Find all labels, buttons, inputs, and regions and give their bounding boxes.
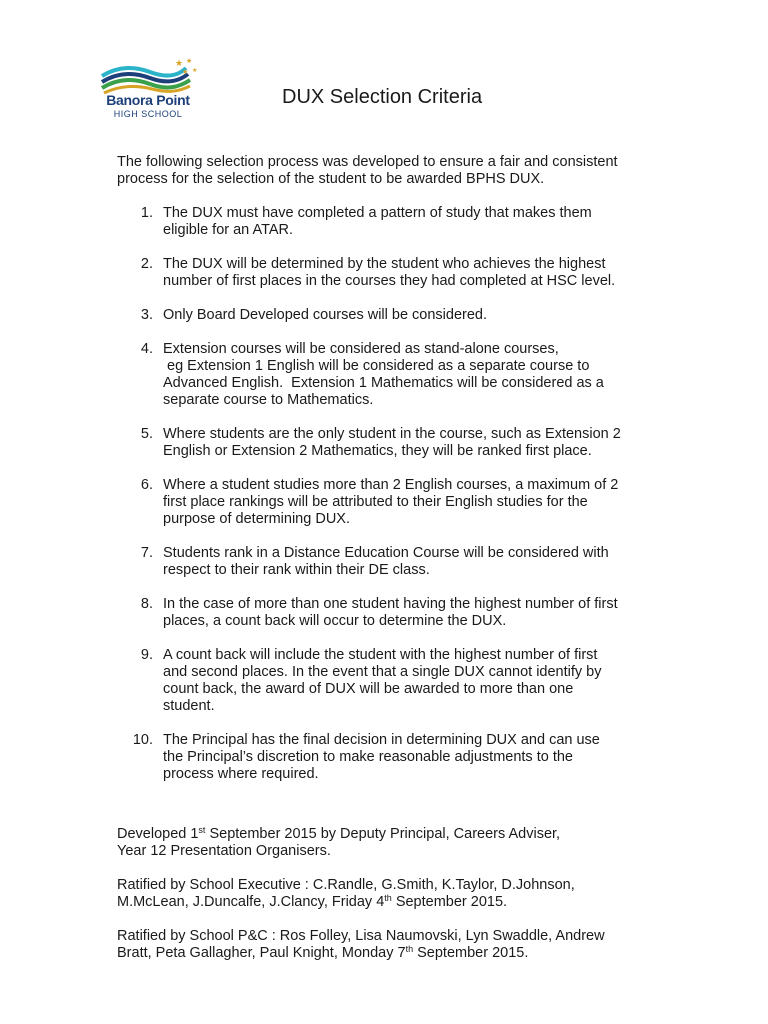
criteria-number: 5.	[140, 426, 153, 442]
criteria-item	[117, 596, 677, 630]
criteria-item	[117, 205, 677, 239]
criteria-number: 8.	[140, 596, 153, 612]
criteria-text-line: Students rank in a Distance Education Course will be considered with	[163, 545, 609, 561]
executive-line: M.McLean, J.Duncalfe, J.Clancy, Friday 4th September 2015.	[117, 893, 508, 910]
pandc-line: Bratt, Peta Gallagher, Paul Knight, Monday 7th September 2015.	[117, 944, 529, 961]
criteria-text-line: eg Extension 1 English will be considered as a separate course to	[163, 358, 590, 374]
criteria-text-line: Only Board Developed courses will be considered.	[163, 307, 488, 323]
criteria-text-line: The Principal has the final decision in determining DUX and can use	[163, 732, 600, 748]
criteria-number: 7.	[140, 545, 153, 561]
criteria-text-line: process where required.	[163, 766, 319, 782]
criteria-text-line: Where a student studies more than 2 English courses, a maximum of 2	[163, 477, 619, 493]
criteria-number: 1.	[140, 205, 153, 221]
logo-waves-stars-icon	[96, 56, 200, 96]
criteria-text-line: In the case of more than one student having the highest number of first	[163, 596, 618, 612]
svg-text:★: ★	[182, 68, 189, 76]
criteria-text-line: and second places. In the event that a single DUX cannot identify by	[163, 664, 602, 680]
developed-line: Year 12 Presentation Organisers.	[117, 843, 331, 859]
intro-line: process for the selection of the student to be awarded BPHS DUX.	[117, 171, 545, 187]
criteria-item	[117, 426, 677, 460]
criteria-text-line: student.	[163, 698, 215, 714]
criteria-item	[117, 477, 677, 528]
criteria-text-line: Where students are the only student in the course, such as Extension 2	[163, 426, 621, 442]
criteria-number: 2.	[140, 256, 153, 272]
logo-school-name: Banora Point	[106, 92, 190, 108]
criteria-number: 10.	[132, 732, 153, 748]
criteria-text-line: English or Extension 2 Mathematics, they will be ranked first place.	[163, 443, 592, 459]
pandc-line: Ratified by School P&C : Ros Folley, Lisa Naumovski, Lyn Swaddle, Andrew	[117, 928, 605, 944]
criteria-text-line: separate course to Mathematics.	[163, 392, 374, 408]
svg-text:★: ★	[192, 67, 198, 74]
executive-line: Ratified by School Executive : C.Randle, G.Smith, K.Taylor, D.Johnson,	[117, 877, 575, 893]
logo-school-subtitle: HIGH SCHOOL	[113, 109, 183, 119]
criteria-text-line: respect to their rank within their DE class.	[163, 562, 430, 578]
criteria-text-line: purpose of determining DUX.	[163, 511, 350, 527]
criteria-text-line: A count back will include the student with the highest number of first	[163, 647, 598, 663]
school-logo	[96, 56, 200, 128]
criteria-number: 3.	[140, 307, 153, 323]
criteria-text-line: number of first places in the courses they had completed at HSC level.	[163, 273, 616, 289]
developed-line: Developed 1st September 2015 by Deputy Principal, Careers Adviser,	[117, 825, 561, 842]
svg-text:★: ★	[175, 59, 184, 69]
criteria-item	[117, 732, 677, 783]
svg-text:★: ★	[186, 57, 193, 65]
pandc-ratification	[117, 928, 605, 962]
criteria-text-line: Advanced English. Extension 1 Mathematics will be considered as a	[163, 375, 604, 391]
intro-paragraph	[117, 154, 618, 188]
criteria-list	[117, 205, 677, 783]
criteria-number: 6.	[140, 477, 153, 493]
executive-ratification	[117, 877, 575, 911]
criteria-text-line: eligible for an ATAR.	[163, 222, 294, 238]
criteria-text-line: The DUX will be determined by the student who achieves the highest	[163, 256, 606, 272]
criteria-text-line: count back, the award of DUX will be awarded to more than one	[163, 681, 574, 697]
criteria-number: 9.	[140, 647, 153, 663]
page-title: DUX Selection Criteria	[282, 86, 483, 108]
criteria-item	[117, 545, 677, 579]
criteria-text-line: The DUX must have completed a pattern of study that makes them	[163, 205, 592, 221]
criteria-text-line: the Principal’s discretion to make reasonable adjustments to the	[163, 749, 573, 765]
criteria-item	[117, 307, 677, 324]
criteria-item	[117, 647, 677, 715]
criteria-number: 4.	[140, 341, 153, 357]
developed-note	[117, 826, 560, 860]
criteria-text-line: places, a count back will occur to determine the DUX.	[163, 613, 507, 629]
criteria-text-line: Extension courses will be considered as stand-alone courses,	[163, 341, 559, 357]
intro-line: The following selection process was developed to ensure a fair and consistent	[117, 154, 618, 170]
criteria-item	[117, 256, 677, 290]
criteria-item	[117, 341, 677, 409]
criteria-text-line: first place rankings will be attributed to their English studies for the	[163, 494, 588, 510]
